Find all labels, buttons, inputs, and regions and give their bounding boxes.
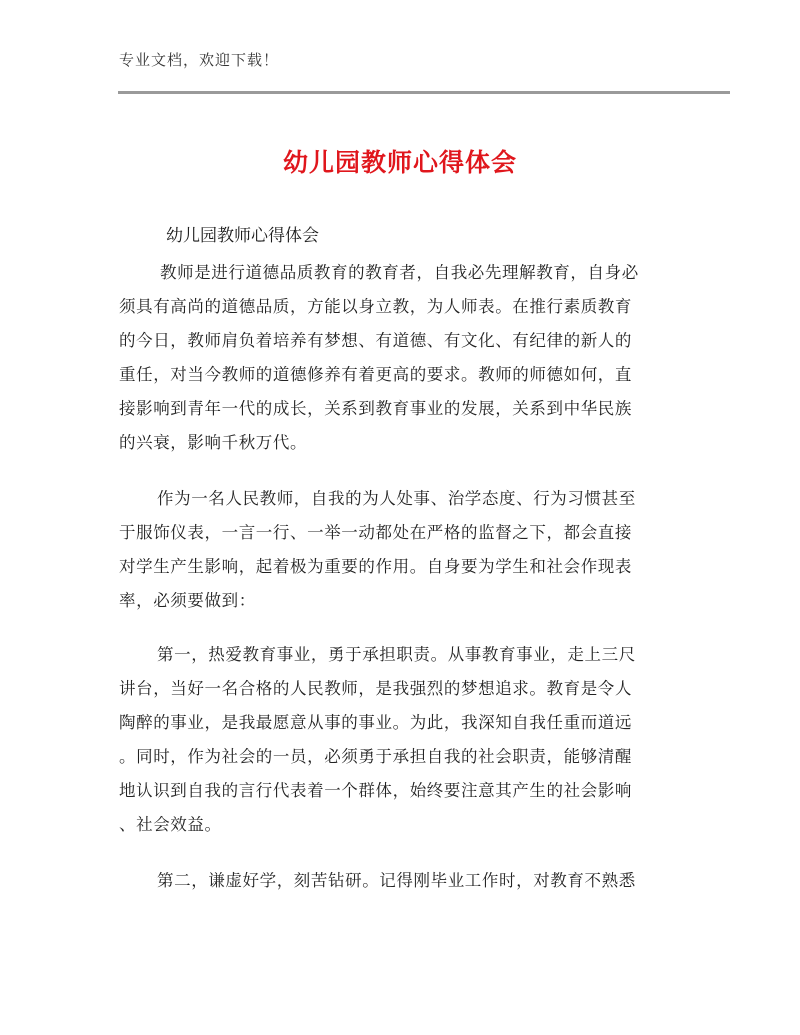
body-line: 的兴衰，影响千秋万代。 <box>119 433 308 452</box>
body-line: 讲台，当好一名合格的人民教师，是我强烈的梦想追求。教育是令人 <box>119 679 632 698</box>
body-line: 、社会效益。 <box>119 815 222 834</box>
document-title: 幼儿园教师心得体会 <box>282 148 517 177</box>
body-line: 陶醉的事业，是我最愿意从事的事业。为此，我深知自我任重而道远 <box>119 713 632 732</box>
body-line: 于服饰仪表，一言一行、一举一动都处在严格的监督之下，都会直接 <box>119 523 632 542</box>
body-line: 须具有高尚的道德品质，方能以身立教，为人师表。在推行素质教育 <box>119 297 632 316</box>
header-divider <box>118 91 730 94</box>
body-line: 作为一名人民教师，自我的为人处事、治学态度、行为习惯甚至 <box>157 489 636 508</box>
header-note: 专业文档，欢迎下载！ <box>119 51 280 69</box>
body-line: 的今日，教师肩负着培养有梦想、有道德、有文化、有纪律的新人的 <box>119 331 632 350</box>
body-line: 第一，热爱教育事业，勇于承担职责。从事教育事业，走上三尺 <box>157 645 636 664</box>
body-line: 接影响到青年一代的成长，关系到教育事业的发展，关系到中华民族 <box>119 399 632 418</box>
body-line: 。同时，作为社会的一员，必须勇于承担自我的社会职责，能够清醒 <box>119 747 632 766</box>
body-line: 地认识到自我的言行代表着一个群体，始终要注意其产生的社会影响 <box>119 781 632 800</box>
body-line: 率，必须要做到： <box>119 591 256 610</box>
body-line: 第二，谦虚好学，刻苦钻研。记得刚毕业工作时，对教育不熟悉 <box>157 871 636 890</box>
body-line: 教师是进行道德品质教育的教育者，自我必先理解教育，自身必 <box>160 263 639 282</box>
body-line: 对学生产生影响，起着极为重要的作用。自身要为学生和社会作现表 <box>119 557 632 576</box>
body-line: 重任，对当今教师的道德修养有着更高的要求。教师的师德如何，直 <box>119 365 632 384</box>
document-subtitle: 幼儿园教师心得体会 <box>166 226 319 246</box>
